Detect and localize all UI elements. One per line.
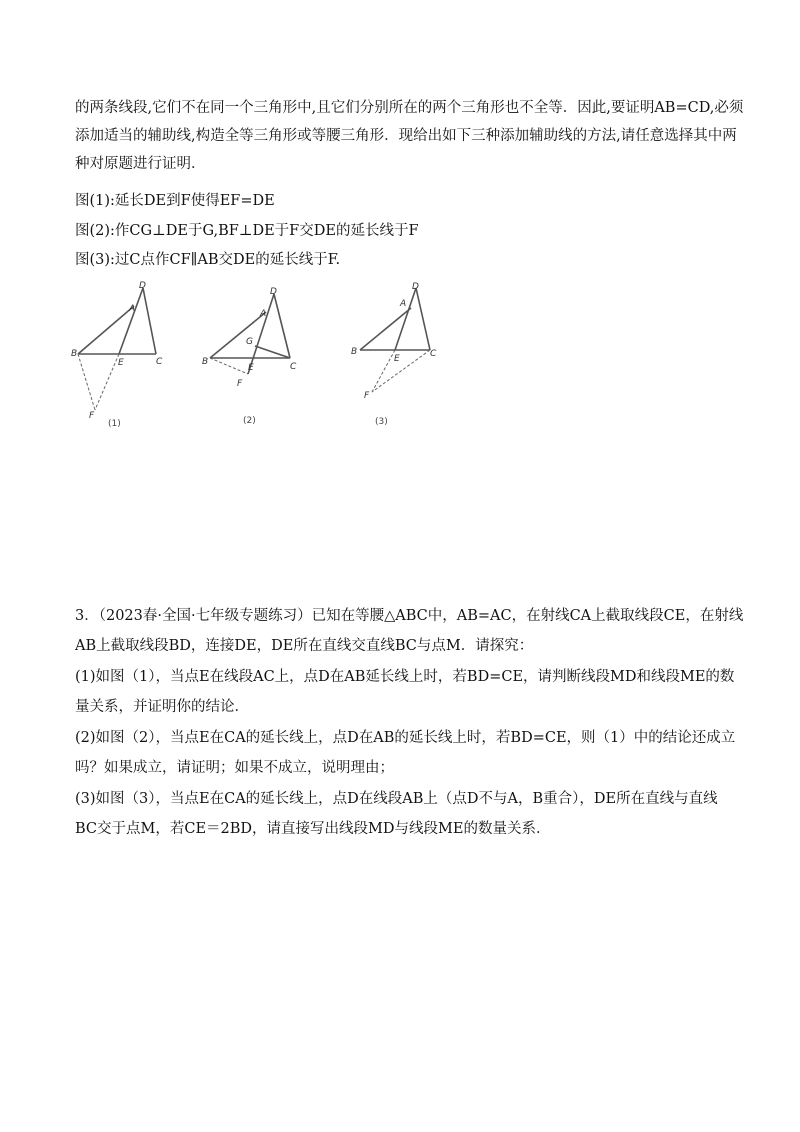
intro-line-2: 添加适当的辅助线,构造全等三角形或等腰三角形．现给出如下三种添加辅助线的方法,请任意选择其中两 [75,128,737,144]
label-b: B [71,349,78,359]
segment-de [119,288,143,354]
segment-ba [78,306,134,354]
segment-ef-dashed [372,350,395,392]
segment-df [248,294,274,374]
segment-dc [274,294,290,358]
method-1: 图(1):延长DE到F使得EF=DE [75,193,275,209]
label-a: A [400,299,407,309]
figure-2 [198,278,308,438]
segment-cf-dashed [372,350,430,392]
label-a: A [260,309,267,319]
segment-dc [143,288,156,354]
label-c: C [156,357,163,367]
label-e: E [118,358,124,368]
label-e: E [394,354,400,364]
segment-bf-dashed [210,358,248,374]
problem3-line-8: BC交于点M，若CE＝2BD，请直接写出线段MD与线段ME的数量关系． [75,821,551,837]
figure-3 [348,278,458,438]
label-d: D [270,287,277,297]
segment-ba [360,308,411,350]
segment-ba [210,312,266,358]
figure-1 [68,278,178,438]
problem3-line-7: (3)如图（3），当点E在CA的延长线上，点D在线段AB上（点D不与A，B重合），DE所在直线与直线 [75,791,718,807]
intro-line-3: 种对原题进行证明． [75,156,206,172]
figure-3-caption: (3) [375,417,388,427]
figure-1-caption: (1) [108,419,121,429]
segment-ef-dashed [95,354,119,410]
problem3-line-4: 量关系，并证明你的结论． [75,699,249,715]
label-d: D [412,282,419,292]
label-e: E [248,363,254,373]
label-a: A [129,304,136,314]
label-c: C [290,362,297,372]
label-f: F [89,411,95,421]
figure-group [68,278,468,438]
problem3-line-3: (1)如图（1），当点E在线段AC上，点D在AB延长线上时，若BD=CE，请判断线段MD和线段ME的数 [75,669,735,685]
problem3-line-2: AB上截取线段BD，连接DE，DE所在直线交直线BC与点M．请探究： [75,638,534,654]
segment-dc [416,288,430,350]
method-2: 图(2):作CG⊥DE于G,BF⊥DE于F交DE的延长线于F [75,223,419,239]
label-f: F [237,379,243,389]
problem3-line-6: 吗？如果成立，请证明；如果不成立，说明理由； [75,760,394,776]
label-b: B [202,357,209,367]
label-f: F [364,391,370,401]
segment-bf-dashed [78,354,95,410]
method-3: 图(3):过C点作CF∥AB交DE的延长线于F. [75,252,341,268]
problem3-line-1: 3．（2023春·全国·七年级专题练习）已知在等腰△ABC中，AB=AC，在射线CA上截取线段CE，在射线 [75,608,744,624]
label-d: D [139,281,146,291]
label-c: C [430,349,437,359]
figure-2-caption: (2) [243,416,256,426]
label-b: B [351,347,358,357]
intro-line-1: 的两条线段,它们不在同一个三角形中,且它们分别所在的两个三角形也不全等．因此,要证明AB=CD,必须 [75,100,744,116]
label-g: G [246,337,253,347]
segment-cg [255,346,290,358]
problem3-line-5: (2)如图（2），当点E在CA的延长线上，点D在AB的延长线上时，若BD=CE，则（1）中的结论还成立 [75,730,736,746]
